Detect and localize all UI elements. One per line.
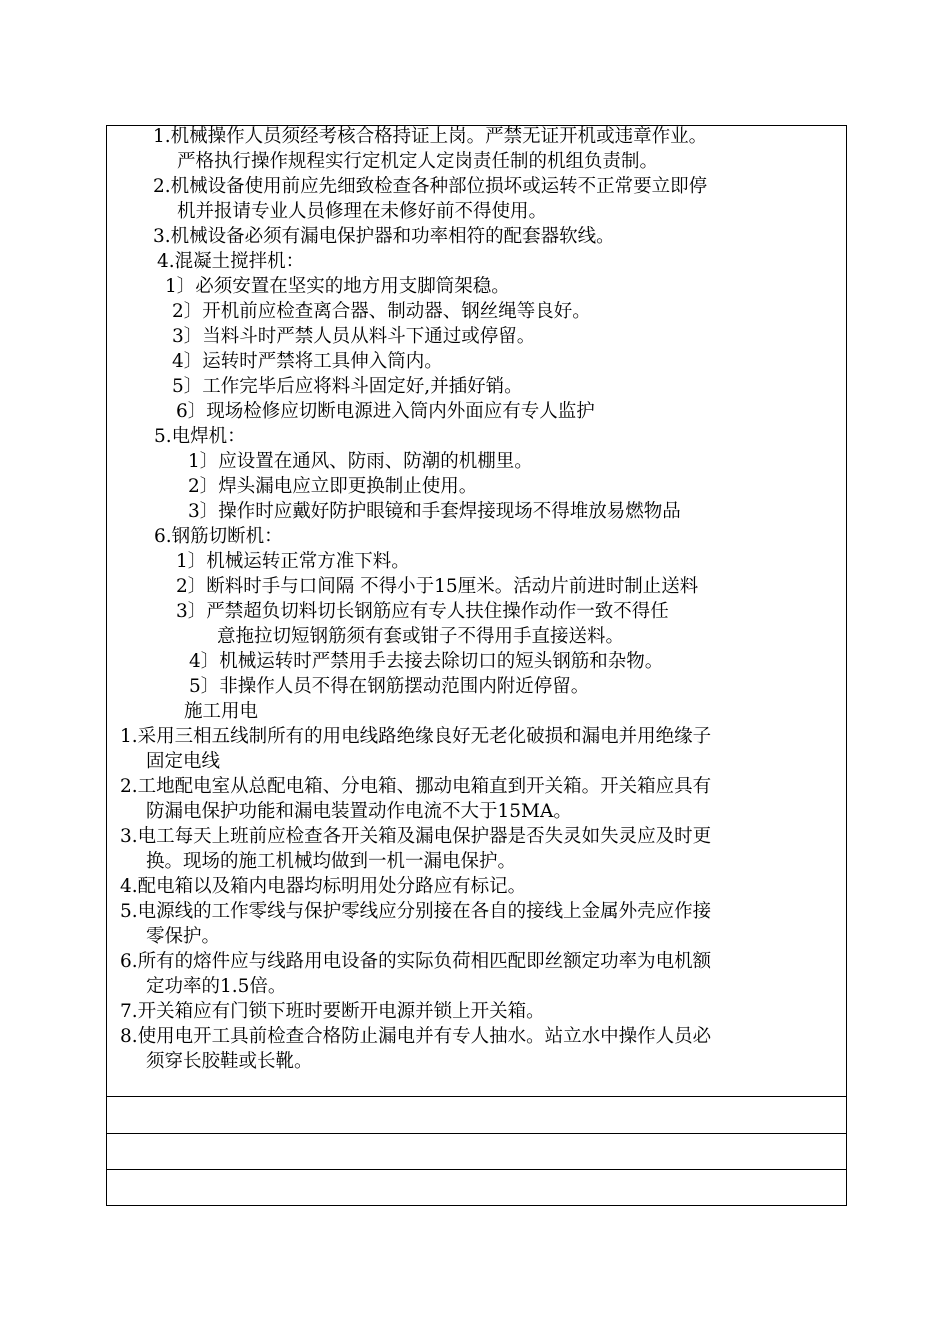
text-line: 4.混凝土搅拌机： xyxy=(157,251,305,272)
text-line: 防漏电保护功能和漏电装置动作电流不大于15MA。 xyxy=(146,801,572,822)
text-line: 7.开关箱应有门锁下班时要断开电源并锁上开关箱。 xyxy=(120,1001,545,1022)
text-line: 3〕严禁超负切料切长钢筋应有专人扶住操作动作一致不得任 xyxy=(176,601,669,622)
text-line: 零保护。 xyxy=(146,926,221,947)
text-line: 4.配电箱以及箱内电器均标明用处分路应有标记。 xyxy=(120,876,527,897)
text-line: 2〕开机前应检查离合器、制动器、钢丝绳等良好。 xyxy=(172,301,591,322)
text-line: 固定电线 xyxy=(146,751,221,772)
table-row-divider xyxy=(106,1096,847,1097)
text-line: 1〕应设置在通风、防雨、防潮的机棚里。 xyxy=(188,451,533,472)
text-line: 2.工地配电室从总配电箱、分电箱、挪动电箱直到开关箱。开关箱应具有 xyxy=(120,776,712,797)
text-line: 5〕工作完毕后应将料斗固定好,并插好销。 xyxy=(172,376,523,397)
text-line: 意拖拉切短钢筋须有套或钳子不得用手直接送料。 xyxy=(217,626,625,647)
text-line: 6.钢筋切断机： xyxy=(154,526,283,547)
text-line: 2〕焊头漏电应立即更换制止使用。 xyxy=(188,476,478,497)
section-heading: 施工用电 xyxy=(184,701,259,722)
text-line: 1.机械操作人员须经考核合格持证上岗。严禁无证开机或违章作业。 xyxy=(153,126,708,147)
text-line: 3〕当料斗时严禁人员从料斗下通过或停留。 xyxy=(172,326,536,347)
text-line: 机并报请专业人员修理在未修好前不得使用。 xyxy=(177,201,548,222)
text-line: 2.机械设备使用前应先细致检查各种部位损坏或运转不正常要立即停 xyxy=(153,176,708,197)
text-line: 1〕必须安置在坚实的地方用支脚筒架稳。 xyxy=(165,276,510,297)
text-line: 定功率的1.5倍。 xyxy=(146,976,287,997)
table-row-divider xyxy=(106,1133,847,1134)
text-line: 换。现场的施工机械均做到一机一漏电保护。 xyxy=(146,851,517,872)
text-line: 5〕非操作人员不得在钢筋摆动范围内附近停留。 xyxy=(189,676,590,697)
text-line: 3〕操作时应戴好防护眼镜和手套焊接现场不得堆放易燃物品 xyxy=(188,501,681,522)
text-line: 8.使用电开工具前检查合格防止漏电并有专人抽水。站立水中操作人员必 xyxy=(120,1026,712,1047)
text-line: 4〕机械运转时严禁用手去接去除切口的短头钢筋和杂物。 xyxy=(189,651,664,672)
text-line: 5.电焊机： xyxy=(154,426,246,447)
text-line: 须穿长胶鞋或长靴。 xyxy=(146,1051,313,1072)
text-line: 1.采用三相五线制所有的用电线路绝缘良好无老化破损和漏电并用绝缘子 xyxy=(120,726,712,747)
text-line: 6〕现场检修应切断电源进入筒内外面应有专人监护 xyxy=(176,401,595,422)
text-line: 严格执行操作规程实行定机定人定岗责任制的机组负责制。 xyxy=(177,151,659,172)
text-line: 3.机械设备必须有漏电保护器和功率相符的配套器软线。 xyxy=(153,226,615,247)
text-line: 5.电源线的工作零线与保护零线应分别接在各自的接线上金属外壳应作接 xyxy=(120,901,712,922)
text-line: 3.电工每天上班前应检查各开关箱及漏电保护器是否失灵如失灵应及时更 xyxy=(120,826,712,847)
text-line: 4〕运转时严禁将工具伸入筒内。 xyxy=(172,351,443,372)
text-line: 6.所有的熔件应与线路用电设备的实际负荷相匹配即丝额定功率为电机额 xyxy=(120,951,712,972)
table-row-divider xyxy=(106,1169,847,1170)
text-line: 1〕机械运转正常方准下料。 xyxy=(176,551,410,572)
text-line: 2〕断料时手与口间隔 不得小于15厘米。活动片前进时制止送料 xyxy=(176,576,699,597)
